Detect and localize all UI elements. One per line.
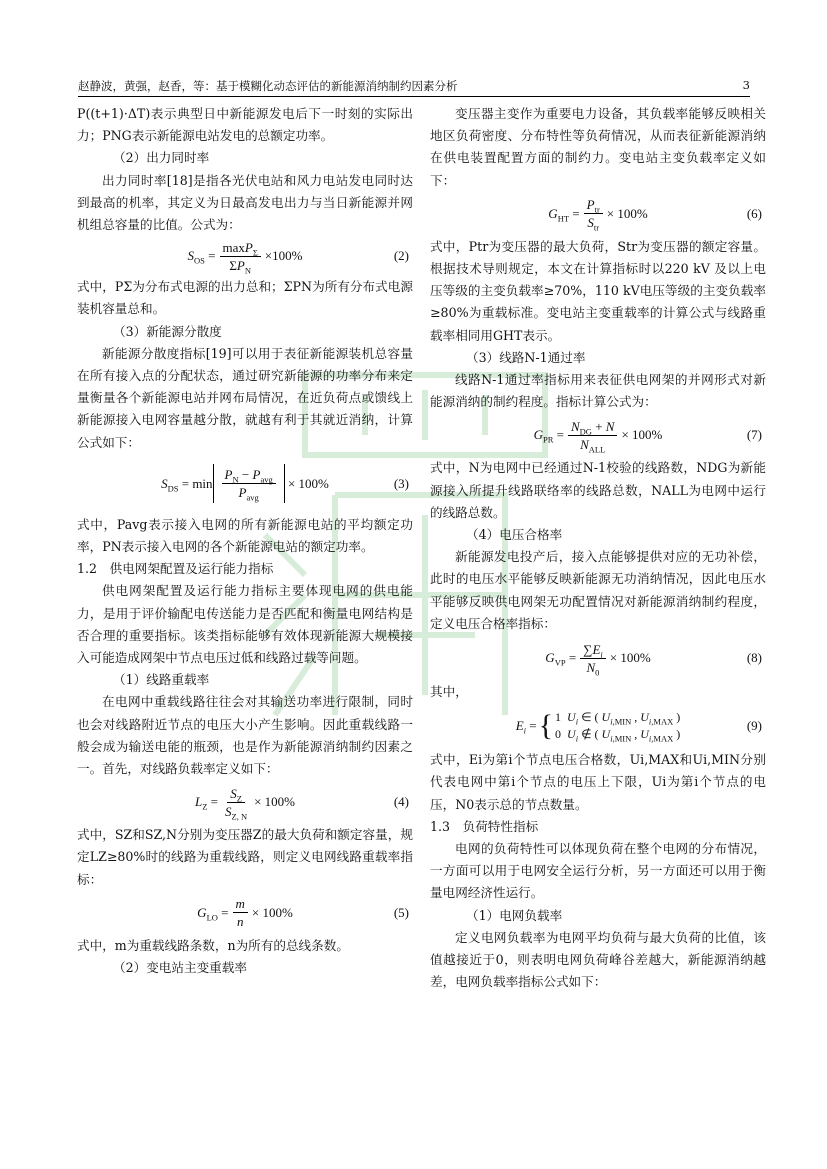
equation-number: (3) — [393, 475, 409, 491]
header-rule — [78, 96, 750, 97]
header-title: 赵静波，黄强，赵香，等：基于模糊化动态评估的新能源消纳制约因素分析 — [78, 79, 458, 93]
page-number: 3 — [742, 78, 750, 92]
paragraph: 供电网架配置及运行能力指标主要体现电网的供电能力，是用于评价输配电传送能力是否匹配和衡量电网结构是否合理的重要指标。该类指标能够有效体现新能源大规模接入可能造成网架中节点电压过低和线路过载等问题。 — [77, 583, 413, 666]
subheading-transformer: （2）变电站主变重载率 — [113, 960, 247, 976]
paragraph: 新能源发电投产后，接入点能够提供对应的无功补偿，此时的电压水平能够反映新能源无功消纳情况，因此电压水平能够反映供电网架无功配置情况对新能源消纳制约程度，定义电压合格率指标： — [430, 549, 766, 631]
paragraph: 式中，Ei为第i个节点电压合格数，Ui,MAX和Ui,MIN分别代表电网中第i个节点的电压上下限，Ui为第i个节点的电压，N0表示总的节点数量。 — [430, 752, 766, 812]
equation-number: (9) — [746, 718, 762, 734]
paragraph: 变压器主变作为重要电力设备，其负载率能够反映相关地区负荷密度、分布特性等负荷情况，从而表征新能源消纳在供电装置配置方面的制约力。变电站主变负载率定义如下： — [430, 106, 766, 188]
equation-9: $E_i$ = { 1 $U_i$ ∈ ( $U_{i,MIN}$ , $U_{i,MAX}$ ) 0 $U_i$ ∉ ( $U_{i,MIN}$ , $U_{i,MAX}$ ) (9) — [515, 709, 762, 744]
equation-2: $S_{OS}$ = $\frac{\max P_\Sigma}{\Sigma P_N}$ ×100% (2) — [187, 239, 409, 276]
section-heading-1-3: 1.3 负荷特性指标 — [430, 818, 539, 834]
paragraph: 式中，PΣ为分布式电源的出力总和；ΣPN为所有分布式电源装机容量总和。 — [77, 279, 413, 317]
paragraph: P((t+1)·ΔT)表示典型日中新能源发电后下一时刻的实际出力；PNG表示新能源电站发电的总额定功率。 — [77, 106, 413, 144]
paragraph: 式中，N为电网中已经通过N-1校验的线路数，NDG为新能源接入所提升线路联络率的线路总数，NALL为电网中运行的线路总数。 — [430, 460, 766, 520]
paragraph: 线路N-1通过率指标用来表征供电网架的并网形式对新能源消纳的制约程度。指标计算公式为： — [430, 372, 766, 410]
paragraph: 式中，m为重载线路条数，n为所有的总线条数。 — [77, 937, 349, 953]
equation-8: $G_{VP}$ = $\frac{\sum E_i}{N_0}$ × 100% (8) — [545, 641, 762, 678]
paragraph: 式中，Ptr为变压器的最大负荷，Str为变压器的额定容量。根据技术导则规定，本文在计算指标时以220 kV 及以上电压等级的主变负载率≥70%，110 kV电压等级的主变负载率≥80%为重载标准。变电站主变重载率的计算公式与线路重载率相同用GHT表示。 — [430, 238, 766, 343]
paragraph: 定义电网负载率为电网平均负荷与最大负荷的比值，该值越接近于0，则表明电网负荷峰谷差越大，新能源消纳越差，电网负载率指标公式如下： — [430, 929, 766, 990]
paragraph-where: 其中， — [430, 684, 468, 700]
equation-6: $G_{HT}$ = $\frac{P_{tr}}{S_{tr}}$ × 100% (6) — [548, 197, 762, 233]
paragraph: 电网的负荷特性可以体现负荷在整个电网的分布情况，一方面可以用于电网安全运行分析，另一方面还可以用于衡量电网经济性运行。 — [430, 841, 766, 901]
paragraph: 出力同时率[18]是指各光伏电站和风力电站发电同时达到最高的机率，其定义为日最高发电出力与当日新能源并网机组总容量的比值。公式为： — [77, 172, 413, 233]
paragraph: 在电网中重载线路往往会对其输送功率进行限制，同时也会对线路附近节点的电压大小产生影响。因此重载线路一般会成为输送电能的瓶颈，也是作为新能源消纳制约因素之一。首先，对线路负载率定义如下： — [77, 694, 413, 777]
subheading-n1: （3）线路N-1通过率 — [466, 349, 586, 365]
running-header — [78, 78, 750, 94]
subheading-load-rate: （1）电网负载率 — [466, 907, 563, 923]
paragraph: 式中，SZ和SZ,N分别为变压器Z的最大负荷和额定容量，规定LZ≥80%时的线路为重载线路，则定义电网线路重载率指标： — [77, 827, 413, 887]
equation-7: $G_{PR}$ = $\frac{N_{DG} + N}{N_{ALL}}$ × 100% (7) — [533, 418, 762, 455]
subheading-voltage: （4）电压合格率 — [466, 527, 563, 543]
paragraph: 新能源分散度指标[19]可以用于表征新能源装机总容量在所有接入点的分配状态，通过研究新能源的功率分布来定量衡量各个新能源电站并网布局情况，在近负荷点或馈线上新能源接入电网容量越分散，就越有利于其就近消纳，计算公式如下： — [77, 345, 413, 450]
equation-number: (5) — [393, 904, 409, 920]
equation-number: (2) — [393, 248, 409, 264]
paragraph: 式中，Pavg表示接入电网的所有新能源电站的平均额定功率，PN表示接入电网的各个新能源电站的额定功率。 — [77, 516, 413, 555]
equation-number: (8) — [746, 649, 762, 665]
subheading-line-overload: （1）线路重载率 — [113, 672, 210, 688]
equation-5: $G_{LO}$ = $\frac{m}{n}$ × 100% (5) — [197, 896, 409, 930]
subheading-dispersion: （3）新能源分散度 — [113, 323, 222, 339]
section-heading-1-2: 1.2 供电网架配置及运行能力指标 — [77, 561, 274, 577]
equation-3: $S_{DS} = \min$ $\frac{P_N - P_{avg}}{P_{avg}}$ × 100% (3) — [77, 454, 413, 514]
equation-number: (6) — [746, 205, 762, 221]
left-column — [77, 103, 413, 979]
right-column — [430, 103, 766, 994]
equation-number: (7) — [746, 427, 762, 443]
equation-number: (4) — [393, 794, 409, 810]
subheading-output-simultaneity: （2）出力同时率 — [113, 150, 210, 166]
equation-4: $L_Z$ = $\frac{S_Z}{S_{Z, N}}$ × 100% (4) — [194, 785, 409, 822]
